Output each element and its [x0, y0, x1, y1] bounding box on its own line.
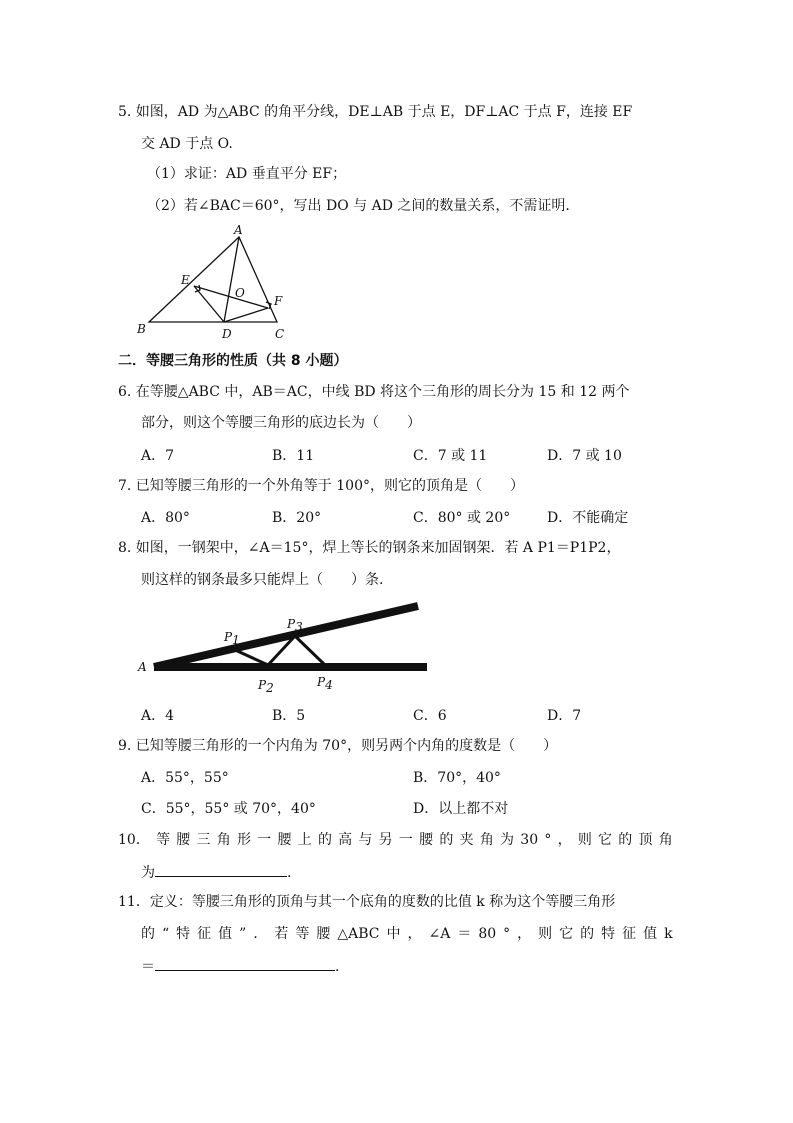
q11-word: ．: [253, 926, 268, 942]
q11-word: 中: [386, 926, 401, 942]
label-p3: P3: [287, 617, 303, 634]
q11-word: 它: [559, 926, 574, 942]
q11-word: ∠A: [428, 926, 451, 942]
q10-word: 腰: [419, 832, 434, 848]
q5-line1: 5. 如图，AD 为△ABC 的角平分线，DE⊥AB 于点 E，DF⊥AC 于点 F，连接 EF: [118, 104, 633, 120]
q6-option-d: D．7 或 10: [547, 448, 622, 464]
q10-word: ，: [557, 832, 572, 848]
q10-word: 的: [439, 832, 454, 848]
q10-word: 它: [598, 832, 613, 848]
q10-word: 夹: [459, 832, 474, 848]
label-p4: P4: [317, 675, 333, 692]
q11-word: 特: [176, 926, 191, 942]
q10-word: 30: [520, 832, 539, 848]
q7-line1: 7. 已知等腰三角形的一个外角等于 100°，则它的顶角是（ ）: [118, 478, 524, 494]
q7-option-c: C．80° 或 20°: [413, 510, 511, 526]
q11-word: ”: [239, 926, 247, 942]
q10-line1: [118, 830, 673, 850]
section-title: 二．等腰三角形的性质（共 8 小题）: [118, 353, 348, 369]
q11-word: 征: [622, 926, 637, 942]
q10-word: 10．: [118, 832, 150, 848]
q7-option-b: B．20°: [272, 510, 322, 526]
label-a-vertex: A: [138, 660, 147, 674]
q10-word: 另: [378, 832, 393, 848]
q5-sub2: （2）若∠BAC＝60°，写出 DO 与 AD 之间的数量关系，不需证明.: [147, 198, 570, 214]
q10-line2-text: 为: [141, 865, 155, 881]
q10-answer-blank[interactable]: [155, 862, 287, 877]
q11-word: °: [503, 926, 511, 942]
q9-option-c: C．55°，55° 或 70°，40°: [141, 801, 316, 817]
q10-word: 三: [196, 832, 211, 848]
q11-word: 值: [643, 926, 658, 942]
q11-word: 特: [601, 926, 616, 942]
label-d: D: [222, 327, 232, 341]
q11-word: 腰: [316, 926, 331, 942]
q11-word: 值: [218, 926, 233, 942]
q10-word: °: [544, 832, 552, 848]
q11-word: ，: [517, 926, 532, 942]
label-p1: P1: [224, 630, 240, 647]
q11-word: 80: [478, 926, 497, 942]
q5-line2: 交 AD 于点 O.: [141, 136, 233, 152]
q8-option-b: B．5: [272, 708, 306, 724]
q10-word: 腰: [277, 832, 292, 848]
q11-word: △ABC: [337, 926, 380, 942]
q11-word: ＝: [457, 926, 472, 942]
q11-line3: ＝ .: [141, 956, 339, 977]
reinforce-segment-p1p2: [233, 649, 268, 665]
q9-option-b: B．70°，40°: [413, 770, 501, 786]
q11-line1: 11．定义：等腰三角形的顶角与其一个底角的度数的比值 k 称为这个等腰三角形: [118, 894, 616, 910]
q8-option-a: A．4: [141, 708, 175, 724]
q11-word: 的: [141, 926, 155, 942]
q7-option-a: A．80°: [141, 510, 190, 526]
q10-word: 角: [216, 832, 231, 848]
q5-sub1: （1）求证：AD 垂直平分 EF；: [147, 166, 347, 182]
q9-option-d: D．以上都不对: [413, 801, 509, 817]
label-a: A: [234, 223, 243, 237]
q10-word: 与: [358, 832, 373, 848]
label-b: B: [137, 322, 146, 336]
q11-line3-text: ＝: [141, 959, 155, 975]
q9-line1: 9. 已知等腰三角形的一个内角为 70°，则另两个内角的度数是（ ）: [118, 738, 558, 754]
q6-option-b: B．11: [272, 448, 315, 464]
label-c: C: [275, 327, 285, 341]
q8-line2: 则这样的钢条最多只能焊上（ ）条.: [141, 572, 384, 588]
q10-word: 上: [297, 832, 312, 848]
q10-word: 角: [658, 832, 673, 848]
q10-word: 顶: [638, 832, 653, 848]
label-o: O: [235, 286, 245, 300]
q10-word: 腰: [176, 832, 191, 848]
q11-word: 征: [197, 926, 212, 942]
q10-line2: 为 .: [141, 862, 291, 883]
q11-word: k: [664, 926, 673, 942]
q11-word: “: [162, 926, 170, 942]
q8-option-d: D．7: [547, 708, 582, 724]
q11-word: 等: [295, 926, 310, 942]
q10-word: 则: [577, 832, 592, 848]
q6-option-a: A．7: [141, 448, 175, 464]
label-e: E: [181, 273, 190, 287]
q10-word: 为: [500, 832, 515, 848]
q6-line2: 部分，则这个等腰三角形的底边长为（ ）: [141, 415, 421, 431]
q11-word: 的: [580, 926, 595, 942]
q6-line1: 6. 在等腰△ABC 中，AB＝AC，中线 BD 将这个三角形的周长分为 15 和 12 两个: [118, 384, 630, 400]
q11-line2: [141, 924, 673, 944]
q10-word: 形: [237, 832, 251, 848]
q8-option-c: C．6: [413, 708, 447, 724]
q11-word: 若: [274, 926, 289, 942]
q11-word: 则: [538, 926, 553, 942]
q10-word: 角: [479, 832, 494, 848]
q10-word: 一: [257, 832, 272, 848]
q11-word: ，: [407, 926, 422, 942]
q6-option-c: C．7 或 11: [413, 448, 488, 464]
reinforce-segment-p3p4: [295, 636, 325, 665]
q11-answer-blank[interactable]: [155, 956, 335, 971]
label-p2: P2: [258, 678, 274, 695]
q9-option-a: A．55°，55°: [141, 770, 229, 786]
label-f: F: [274, 294, 283, 308]
q10-word: 一: [398, 832, 413, 848]
q10-word: 高: [338, 832, 353, 848]
q10-word: 的: [618, 832, 633, 848]
q8-line1: 8. 如图，一钢架中，∠A＝15°，焊上等长的钢条来加固钢架．若 A P1＝P1P2，: [118, 540, 621, 556]
q7-option-d: D．不能确定: [547, 510, 629, 526]
q10-word: 的: [317, 832, 332, 848]
q10-word: 等: [156, 832, 171, 848]
